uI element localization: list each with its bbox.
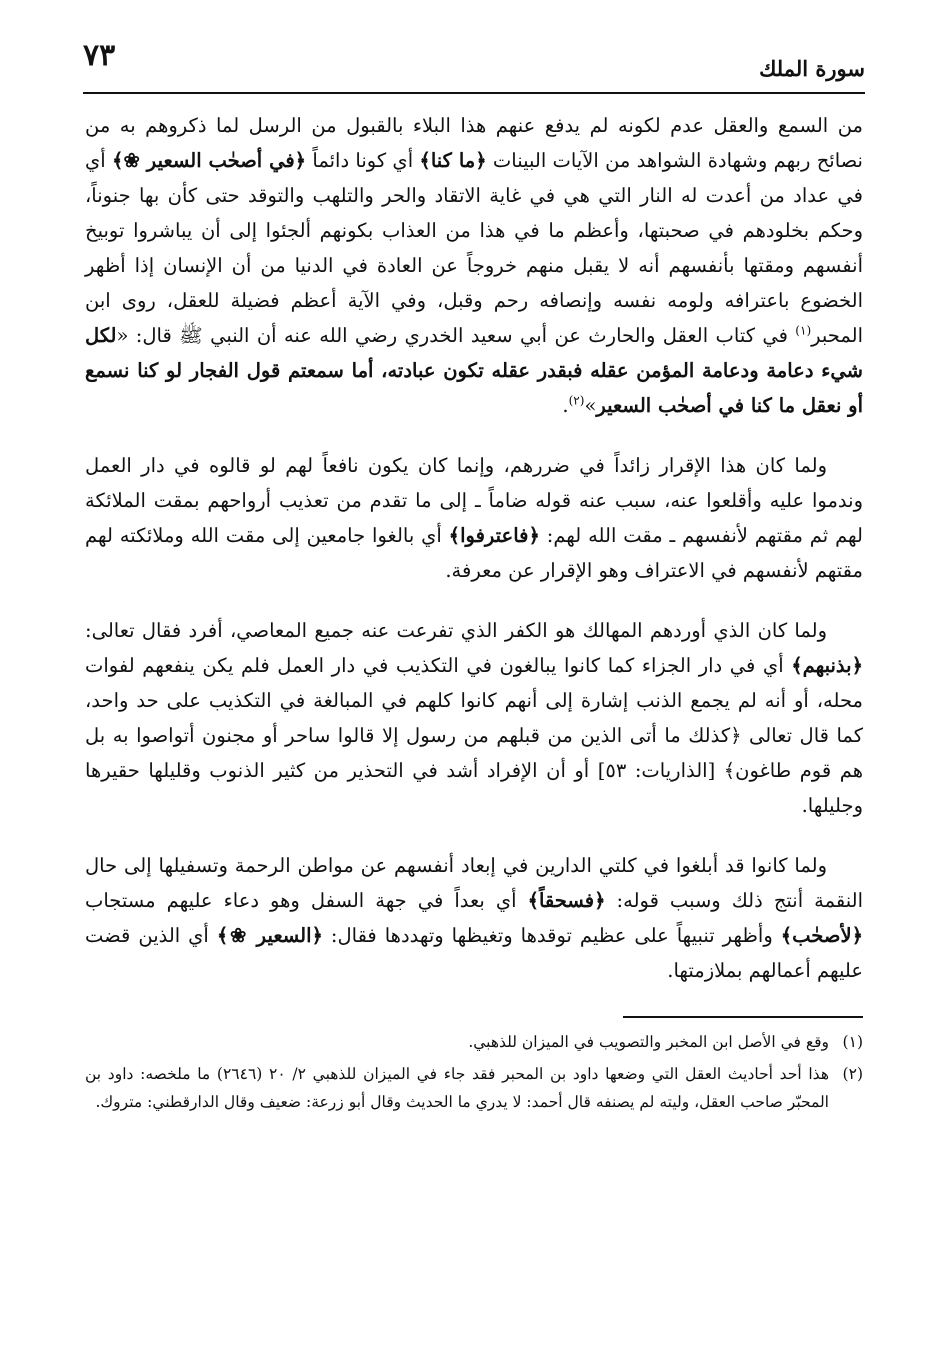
footnote <box>85 1060 863 1116</box>
footnote-mark: (٢) <box>842 1065 863 1083</box>
text-segment: أي بعداً في جهة السفل وهو دعاء عليهم مستجاب <box>85 889 528 912</box>
text-segment: ولما كان الذي أوردهم المهالك هو الكفر الذي تفرعت عنه جميع المعاصي، أفرد فقال تعالى: <box>85 619 827 642</box>
quranic-quote: ﴿في أصحٰب السعير ❀﴾ <box>111 149 307 172</box>
footnote-reference: (١) <box>795 323 812 338</box>
footnotes <box>85 1028 863 1116</box>
text-segment: » <box>584 394 597 417</box>
text-segment: أي في دار الجزاء كما كانوا يبالغون في التكذيب في دار العمل فلم يكن ينفعهم لفوات محله، أو أنه لم يجمع الذنب إشارة إلى أنهم كانوا كلهم في المبالغة في التكذيب على حد واحد، كما قال تعالى ﴿كذلك ما أتى الذين من قبلهم من رسول إلا قالوا ساحر أو مجنون أتواصوا به بل هم قوم طاغون﴾ [الذاريات: ٥٣] أو أن الإفراد أشد في التحذير من كثير الذنوب وقليلها حقيرها وجليلها. <box>85 654 863 817</box>
paragraph <box>85 108 863 423</box>
text-segment: أي كونا دائماً <box>306 149 420 172</box>
footnote-text: وقع في الأصل ابن المخبر والتصويب في الميزان للذهبي. <box>468 1033 829 1051</box>
footnote-mark: (١) <box>842 1033 863 1051</box>
quranic-quote: ﴿فسحقاً﴾ <box>527 889 606 912</box>
quranic-quote: ﴿لأصحٰب﴾ <box>780 924 863 947</box>
text-segment: ولما كانوا قد أبلغوا في كلتي الدارين في إبعاد أنفسهم عن مواطن الرحمة وتسفيلها إلى حال النقمة أنتج ذلك وسبب قوله: <box>85 854 863 912</box>
paragraph <box>85 848 863 988</box>
text-segment: . <box>562 394 569 417</box>
quranic-quote: لكل شيء دعامة ودعامة المؤمن عقله فبقدر عقله تكون عبادته، أما سمعتم قول الفجار لو كنا نسمع أو نعقل ما كنا في أصحٰب السعير <box>85 324 863 417</box>
page-number: ٧٣ <box>83 38 116 73</box>
text-segment: في كتاب العقل والحارث عن أبي سعيد الخدري رضي الله عنه أن النبي ﷺ قال: « <box>116 324 796 347</box>
footnote-divider <box>623 1016 863 1018</box>
text-segment: أي في عداد من أعدت له النار التي هي في غاية الاتقاد والحر والتلهب والتوقد حتى كأن بها جنوناً، وحكم بخلودهم في صحبتها، وأعظم ما في هذا من العذاب بكونهم ألجئوا إلى أن يباشروا توبيخ أنفسهم ومقتها بأنفسهم أنه لا يقبل منهم خروجاً عن العادة في الدنيا من أن الإنسان إذا أظهر الخضوع باعترافه ولومه نفسه وإنصافه رحم وقبل، وفي الآية أعظم فضيلة للعقل، روى ابن المحبر <box>85 149 863 347</box>
paragraph <box>85 613 863 823</box>
body-text <box>85 108 863 988</box>
paragraph <box>85 448 863 588</box>
text-segment: أي بالغوا جامعين إلى مقت الله وملائكته لهم مقتهم لأنفسهم في الاعتراف وهو الإقرار عن معرفة. <box>85 524 863 582</box>
quranic-quote: ﴿ما كنا﴾ <box>419 149 487 172</box>
text-segment: أي الذين قضت عليهم أعمالهم بملازمتها. <box>85 924 863 982</box>
chapter-title: سورة الملك <box>759 56 865 81</box>
text-segment: ولما كان هذا الإقرار زائداً في ضررهم، وإنما كان يكون نافعاً لهم لو قالوه في دار العمل وندموا عليه وأقلعوا عنه، سبب عنه قوله ضاماً ـ إلى ما تقدم من تعذيب أرواحهم بمقت الملائكة لهم ثم مقتهم لأنفسهم ـ مقت الله لهم: <box>85 454 863 547</box>
text-segment: من السمع والعقل عدم لكونه لم يدفع عنهم هذا البلاء بالقبول من الرسل لما ذكروهم به من نصائح ربهم وشهادة الشواهد من الآيات البينات <box>85 114 863 172</box>
page-header <box>83 0 865 94</box>
quranic-quote: ﴿فاعترفوا﴾ <box>448 524 540 547</box>
quranic-quote: ﴿السعير ❀﴾ <box>216 924 323 947</box>
footnote-reference: (٢) <box>568 393 585 408</box>
footnote <box>85 1028 863 1056</box>
text-segment: وأظهر تنبيهاً على عظيم توقدها وتغيظها وتهددها فقال: <box>322 924 781 947</box>
quranic-quote: ﴿بذنبهم﴾ <box>791 654 863 677</box>
footnote-text: هذا أحد أحاديث العقل التي وضعها داود بن المحبر فقد جاء في الميزان للذهبي ٢/ ٢٠ (٢٦٤٦) ما ملخصه: داود بن المحبّر صاحب العقل، وليته لم يصنفه قال أحمد: لا يدري ما الحديث وقال أبو زرعة: ضعيف وقال الدارقطني: متروك. <box>85 1065 829 1111</box>
